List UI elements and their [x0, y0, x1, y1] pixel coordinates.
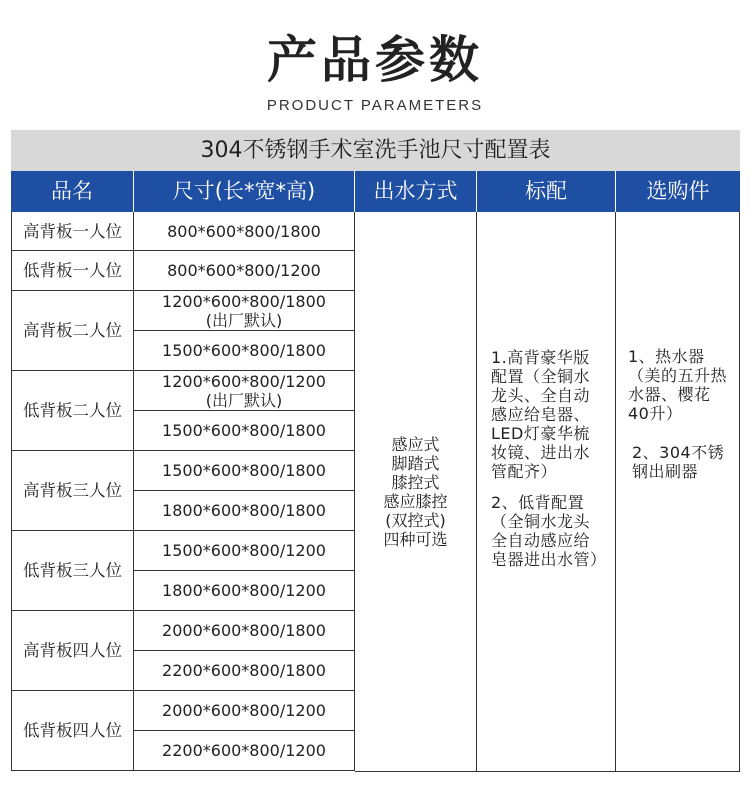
row-name-cell: 高背板一人位: [11, 212, 134, 251]
row-name-cell: 低背板三人位: [11, 531, 134, 611]
row-size-cell: 800*600*800/1200: [134, 251, 355, 291]
row-name-cell: 低背板四人位: [11, 691, 134, 771]
row-size-cell: 2000*600*800/1200: [134, 691, 355, 731]
water-method-line: 感应式: [391, 434, 440, 454]
row-name-cell: 高背板二人位: [11, 291, 134, 371]
row-size-cell: 1200*600*800/1800 (出厂默认): [134, 291, 355, 331]
standard-item-1: 1.高背豪华版配置（全铜水龙头、全自动感应给皂器、LED灯豪华梳妆镜、进出水管配齐）: [491, 348, 591, 481]
col-header-standard: 标配: [477, 171, 616, 212]
spec-table: [11, 130, 740, 772]
row-size-cell: 1500*600*800/1800: [134, 411, 355, 451]
row-name-cell: 低背板一人位: [11, 251, 134, 291]
row-size-cell: 2200*600*800/1200: [134, 731, 355, 771]
table-caption: 304不锈钢手术室洗手池尺寸配置表: [11, 130, 740, 172]
row-size-cell: 1500*600*800/1200: [134, 531, 355, 571]
row-size-cell: 1500*600*800/1800: [134, 331, 355, 371]
water-method-line: 感应膝控: [383, 491, 448, 511]
col-header-water: 出水方式: [355, 171, 477, 212]
row-name-cell: 低背板二人位: [11, 371, 134, 451]
col-header-name: 品名: [11, 171, 134, 212]
row-size-cell: 2000*600*800/1800: [134, 611, 355, 651]
water-method-line: 四种可选: [383, 529, 448, 549]
row-size-cell: 1200*600*800/1200 (出厂默认): [134, 371, 355, 411]
optional-item-1: 1、热水器（美的五升热水器、樱花40升）: [628, 347, 728, 423]
row-size-cell: 800*600*800/1800: [134, 212, 355, 251]
row-name-cell: 高背板三人位: [11, 451, 134, 531]
row-name-cell: 高背板四人位: [11, 611, 134, 691]
water-method-line: (双控式): [385, 510, 446, 530]
water-method-line: 膝控式: [391, 472, 440, 492]
water-method-line: 脚踏式: [391, 453, 440, 473]
page-title: 产品参数: [267, 31, 483, 89]
col-header-size: 尺寸(长*宽*高): [134, 171, 355, 212]
standard-item-2: 2、低背配置（全铜水龙头全自动感应给皂器进出水管）: [491, 493, 607, 569]
standard-config-cell: [477, 212, 616, 772]
page-subtitle: PRODUCT PARAMETERS: [266, 97, 484, 114]
row-size-cell: 1800*600*800/1200: [134, 571, 355, 611]
optional-parts-cell: [616, 212, 740, 772]
col-header-optional: 选购件: [616, 171, 740, 212]
row-size-cell: 2200*600*800/1800: [134, 651, 355, 691]
water-method-cell: [355, 212, 477, 772]
optional-item-2: 2、304不锈钢出刷器: [632, 443, 725, 481]
row-size-cell: 1500*600*800/1800: [134, 451, 355, 491]
row-size-cell: 1800*600*800/1800: [134, 491, 355, 531]
